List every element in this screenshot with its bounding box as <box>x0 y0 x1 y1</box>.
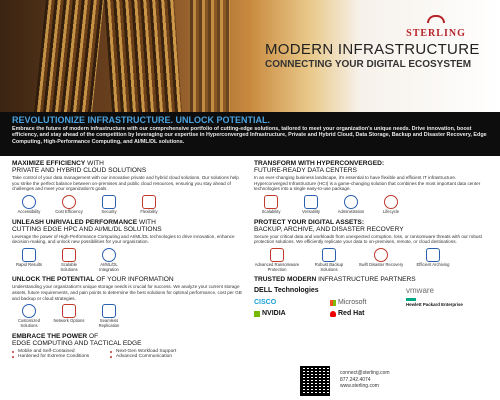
feature-flexibility <box>132 195 166 215</box>
feature-scalable-solutions <box>52 248 86 273</box>
feature-label: Security <box>101 208 117 214</box>
heading-rest: INFRASTRUCTURE PARTNERS <box>316 276 416 284</box>
gear-icon <box>22 304 36 318</box>
section-heading <box>12 160 246 167</box>
section-body: In an ever-changing business landscape, it's essential to have flexible and efficient IT infrastructure. Hyperconverged Infrastructure (HCI) is a game-changing solution that combines the most important data center technologies into a single easy-to-use package. <box>254 175 481 192</box>
feature-security <box>92 195 126 215</box>
section-body: Leverage the power of High-Performance Computing and AI/ML/DL technologies to drive innovation, enhance decision-making, and unlock new possibilities for your organization. <box>12 233 235 245</box>
feature-label: Seamless Replication <box>98 318 120 328</box>
list-item: Mobile and Self-Contained <box>12 349 102 355</box>
section-partners <box>254 276 490 317</box>
feature-versatility <box>294 195 328 215</box>
feature-label: Network Options <box>53 318 85 324</box>
qr-code-icon[interactable] <box>300 366 330 396</box>
recovery-icon <box>374 248 388 262</box>
feature-label: Swift Disaster Recovery <box>358 261 404 267</box>
building-graphic <box>190 0 230 112</box>
banner-body: Embrace the future of modern infrastructure with our comprehensive portfolio of cutting-edge solutions, tailored to meet your organization's unique needs. Drive innovation, boost efficiency, and stay ahead of the competition by leveraging our expertise in Hyperconverged Infrastructure, Private and Hybrid Cloud, Data Storage, Backup and Disaster Recovery, Edge Computing, High-Performance Computing, and AI/ML/DL solutions. <box>12 126 487 145</box>
dell-logo-icon: DELL Technologies <box>254 287 319 295</box>
banner-title-b: UNLOCK POTENTIAL. <box>175 115 271 125</box>
feature-label: Lifecycle <box>382 208 400 214</box>
nvidia-eye-icon <box>254 311 260 317</box>
banner-title-a: REVOLUTIONIZE INFRASTRUCTURE. <box>12 115 173 125</box>
sync-icon <box>102 304 116 318</box>
feature-scalability <box>254 195 288 215</box>
lock-icon <box>102 195 116 209</box>
section-subheading: CUTTING EDGE HPC AND AI/ML/DL SOLUTIONS <box>12 225 162 233</box>
logo-text: Red Hat <box>338 310 365 318</box>
icon-row <box>12 195 246 215</box>
contact-lines <box>340 370 390 390</box>
hpe-logo-icon <box>406 298 476 307</box>
brand-name: STERLING <box>406 28 466 39</box>
icon-row <box>12 248 246 273</box>
feature-lifecycle <box>374 195 408 215</box>
section-backup <box>254 219 490 273</box>
section-heading <box>254 276 490 283</box>
microsoft-logo-icon <box>330 299 400 306</box>
feature-recovery <box>358 248 404 273</box>
building-graphic <box>103 0 182 112</box>
coin-icon <box>62 195 76 209</box>
heading-bold: MAXIMIZE EFFICIENCY <box>12 160 86 167</box>
scale-icon <box>62 248 76 262</box>
heading-bold: EMBRACE THE POWER <box>12 332 88 340</box>
feature-label: Scalable Solutions <box>60 261 78 272</box>
feature-label: Versatility <box>302 208 320 214</box>
logo-text: Hewlett Packard Enterprise <box>406 302 463 308</box>
feature-cost-efficiency <box>52 195 86 215</box>
section-body: Take control of your data management with our innovative private and hybrid cloud solutions. Our solutions help you strike the perfect balance between on-premises and public cloud resources, ensuring you stay ahead of challenges and meet your organization's goals. <box>12 175 239 192</box>
heading-bold: UNLOCK THE POTENTIAL <box>12 276 95 284</box>
feature-label: Efficient Archiving <box>416 261 450 267</box>
right-column <box>254 160 490 321</box>
contact-phone[interactable]: 877.242.4074 <box>340 376 371 383</box>
brain-icon <box>102 248 116 262</box>
windows-grid-icon <box>330 300 336 306</box>
section-hpc <box>12 219 246 273</box>
partner-logos <box>254 286 490 317</box>
nvidia-logo-icon <box>254 310 324 317</box>
brand-logo <box>394 10 478 39</box>
feature-backup <box>306 248 352 273</box>
network-icon <box>62 304 76 318</box>
list-item: Advanced Communication <box>110 354 220 360</box>
section-efficiency <box>12 160 246 215</box>
left-column <box>12 160 246 364</box>
list-item: Next-Gen Workload Support <box>110 349 220 355</box>
page-subtitle: CONNECTING YOUR DIGITAL ECOSYSTEM <box>265 59 472 70</box>
archive-icon <box>426 248 440 262</box>
admin-icon <box>344 195 358 209</box>
feature-customized <box>12 304 46 329</box>
section-body: Understanding your organization's unique storage needs is crucial for success. We analyze your current storage assets, future requirements, and pain points to determine the best solutions for optimal performance, cost per GB and backup or cloud strategies. <box>12 284 242 301</box>
section-subheading: EDGE COMPUTING AND TACTICAL EDGE <box>12 339 142 347</box>
feature-label: Administration <box>337 208 365 214</box>
shield-icon <box>270 248 284 262</box>
feature-label: Accessibility <box>17 208 41 214</box>
building-graphic <box>33 0 105 112</box>
feature-label: Rapid Results <box>15 261 43 267</box>
feature-label: Robust Backup Solutions <box>314 261 344 272</box>
feature-rapid-results <box>12 248 46 273</box>
heading-rest: WITH <box>137 218 156 226</box>
cisco-logo-icon: CISCO <box>254 299 277 307</box>
feature-label: Advanced Ransomware Protection <box>254 261 300 272</box>
hero-image <box>0 0 500 112</box>
logo-text: Microsoft <box>338 299 367 307</box>
heading-rest: OF YOUR INFORMATION <box>94 276 174 284</box>
bullet-list <box>12 349 246 360</box>
feature-administration <box>334 195 368 215</box>
intro-banner <box>0 112 500 156</box>
feature-archiving <box>410 248 456 273</box>
contact-email[interactable]: connect@sterling.com <box>340 370 390 376</box>
heading-rest: WITH <box>85 160 104 167</box>
section-subheading: BACKUP, ARCHIVE, AND DISASTER RECOVERY <box>254 225 404 233</box>
feature-ai-integration <box>92 248 126 273</box>
logo-text: NVIDIA <box>262 310 286 318</box>
icon-row <box>12 304 246 329</box>
vmware-logo-icon: vmware <box>406 286 435 296</box>
hpe-bar-icon <box>406 298 416 301</box>
heading-bold: UNLEASH UNRIVALED PERFORMANCE <box>12 218 138 226</box>
icon-row <box>254 248 490 273</box>
feature-label: Customized Solutions <box>17 318 41 328</box>
hero-title-block <box>265 42 485 70</box>
feature-label: AI/ML/DL Integration <box>99 261 119 272</box>
feature-label: Cost Efficiency <box>55 208 83 214</box>
section-body: Secure your critical data and workloads from unexpected corruption, loss, or ransomware threats with our robust protection solutions. We efficiently replicate your data to on-premises, remote, or cloud destinations. <box>254 233 483 245</box>
section-storage <box>12 276 246 328</box>
feature-label: Scalability <box>261 208 281 214</box>
list-item: Hardened for Extreme Conditions <box>12 354 102 360</box>
redhat-hat-icon <box>330 311 336 317</box>
icon-row <box>254 195 490 215</box>
expand-icon <box>264 195 278 209</box>
person-icon <box>22 195 36 209</box>
feature-network <box>52 304 86 329</box>
section-heading <box>12 219 246 226</box>
section-heading <box>12 333 246 340</box>
section-heading: TRANSFORM WITH HYPERCONVERGED: <box>254 160 385 167</box>
feature-label: Flexibility <box>140 208 158 214</box>
section-subheading: PRIVATE AND HYBRID CLOUD SOLUTIONS <box>12 167 147 174</box>
bolt-icon <box>22 248 36 262</box>
contact-web[interactable]: www.sterling.com <box>340 383 379 390</box>
cycle-icon <box>384 195 398 209</box>
section-heading <box>12 276 246 283</box>
contact-block <box>300 366 490 396</box>
section-edge <box>12 333 246 360</box>
heading-rest: OF <box>87 332 99 340</box>
section-heading: PROTECT YOUR DIGITAL ASSETS: <box>254 218 365 226</box>
page-title: MODERN INFRASTRUCTURE <box>265 41 480 58</box>
heading-bold: TRUSTED MODERN <box>254 276 317 284</box>
feature-replication <box>92 304 126 329</box>
banner-title <box>12 115 490 125</box>
feature-accessibility <box>12 195 46 215</box>
arch-icon <box>427 15 445 23</box>
feature-ransomware <box>254 248 300 273</box>
section-hci <box>254 160 490 215</box>
database-icon <box>322 248 336 262</box>
section-subheading: FUTURE-READY DATA CENTERS <box>254 167 357 174</box>
arrows-icon <box>142 195 156 209</box>
layers-icon <box>304 195 318 209</box>
redhat-logo-icon <box>330 310 400 317</box>
